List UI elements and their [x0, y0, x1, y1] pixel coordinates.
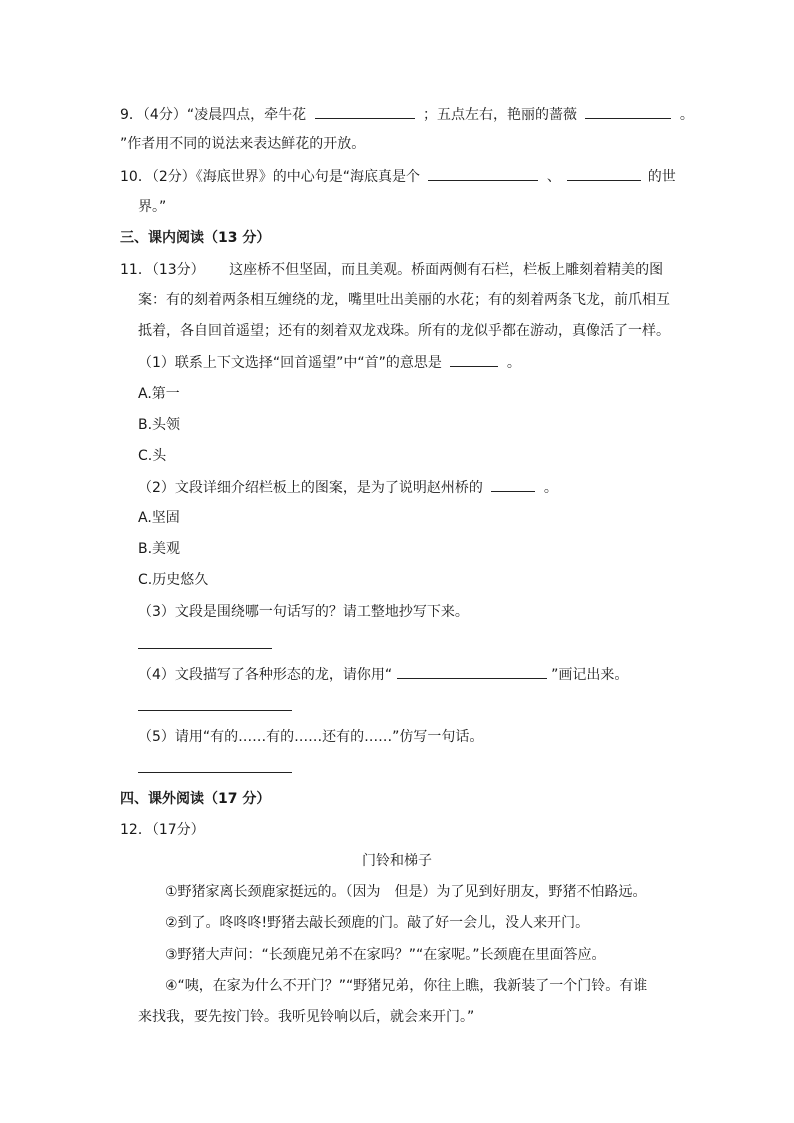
q11-sub1-option-b[interactable]: B.头领 [138, 417, 181, 433]
q11-passage-line3: 抵着，各自回首遥望；还有的刻着双龙戏珠。所有的龙似乎都在游动，真像活了一样。 [138, 323, 670, 339]
q11-sub2-option-b[interactable]: B.美观 [138, 541, 181, 557]
q12-label: 12．（17分） [120, 822, 205, 838]
q11-line1 [120, 260, 663, 280]
q11-sub2 [138, 477, 558, 498]
q11-sub5-answer-line[interactable] [138, 772, 292, 773]
q11-sub1-option-c[interactable]: C.头 [138, 448, 167, 464]
q9-end: 。 [679, 107, 694, 123]
q11-sub4-wavy-line-sample [397, 664, 547, 679]
q11-label: 11．（13分） [120, 262, 205, 278]
q11-sub2-blank[interactable] [491, 477, 535, 492]
q11-sub4 [138, 664, 628, 685]
q10-suffix: 的世 [647, 169, 676, 185]
q11-sub1-end: 。 [506, 355, 521, 371]
q9-line2: ”作者用不同的说法来表达鲜花的开放。 [120, 136, 366, 152]
q12-para2: ②到了。咚咚咚!野猪去敲长颈鹿的门。敲了好一会儿，没人来开门。 [165, 915, 590, 931]
q10-sep: 、 [546, 169, 561, 185]
q12-story-title: 门铃和梯子 [362, 853, 432, 869]
q11-sub4-prefix: （4）文段描写了各种形态的龙，请你用“ [138, 667, 393, 683]
q11-passage-line2: 案：有的刻着两条相互缠绕的龙，嘴里吐出美丽的水花；有的刻着两条飞龙，前爪相互 [138, 292, 670, 308]
q9-prefix: 9．（4分）“凌晨四点，牵牛花 [120, 107, 307, 123]
q11-sub1 [138, 352, 521, 373]
q10-blank-2[interactable] [567, 166, 641, 181]
q10-line1 [120, 166, 676, 187]
q12-para1: ①野猪家离长颈鹿家挺远的。（因为 但是）为了见到好朋友，野猪不怕路远。 [165, 884, 647, 900]
q11-sub3-answer-line[interactable] [138, 648, 272, 649]
q11-sub2-option-c[interactable]: C.历史悠久 [138, 572, 209, 588]
q10-line2: 界。” [138, 199, 167, 215]
q11-sub2-option-a[interactable]: A.坚固 [138, 510, 180, 526]
q11-sub1-option-a[interactable]: A.第一 [138, 386, 180, 402]
q11-sub2-end: 。 [543, 480, 558, 496]
q11-sub4-suffix: ”画记出来。 [551, 667, 629, 683]
q9-middle: ；五点左右，艳丽的蔷薇 [422, 107, 577, 123]
q12-para3: ③野猪大声问：“长颈鹿兄弟不在家吗？”“在家呢。”长颈鹿在里面答应。 [165, 947, 606, 963]
section3-title: 三、课内阅读（13 分） [120, 230, 271, 246]
q10-prefix: 10．（2分）《海底世界》的中心句是“海底真是个 [120, 169, 420, 185]
q11-sub5-question: （5）请用“有的……有的……还有的……”仿写一句话。 [138, 729, 484, 745]
q11-sub4-answer-line[interactable] [138, 710, 292, 711]
q12-para4-line1: ④“咦，在家为什么不开门？”“野猪兄弟，你往上瞧，我新装了一个门铃。有谁 [165, 978, 648, 994]
q12-para4-line2: 来找我，要先按门铃。我听见铃响以后，就会来开门。” [138, 1009, 475, 1025]
q11-sub2-question: （2）文段详细介绍栏板上的图案，是为了说明赵州桥的 [138, 480, 483, 496]
q11-sub1-blank[interactable] [450, 352, 498, 367]
q9-blank-2[interactable] [585, 104, 671, 119]
q11-sub1-question: （1）联系上下文选择“回首遥望”中“首”的意思是 [138, 355, 442, 371]
section4-title: 四、课外阅读（17 分） [120, 791, 271, 807]
q10-blank-1[interactable] [428, 166, 538, 181]
q11-passage-line1: 这座桥不但坚固，而且美观。桥面两侧有石栏，栏板上雕刻着精美的图 [229, 262, 664, 278]
q9-line1 [120, 104, 694, 125]
q11-sub3-question: （3）文段是围绕哪一句话写的？请工整地抄写下来。 [138, 604, 469, 620]
q9-blank-1[interactable] [315, 104, 415, 119]
